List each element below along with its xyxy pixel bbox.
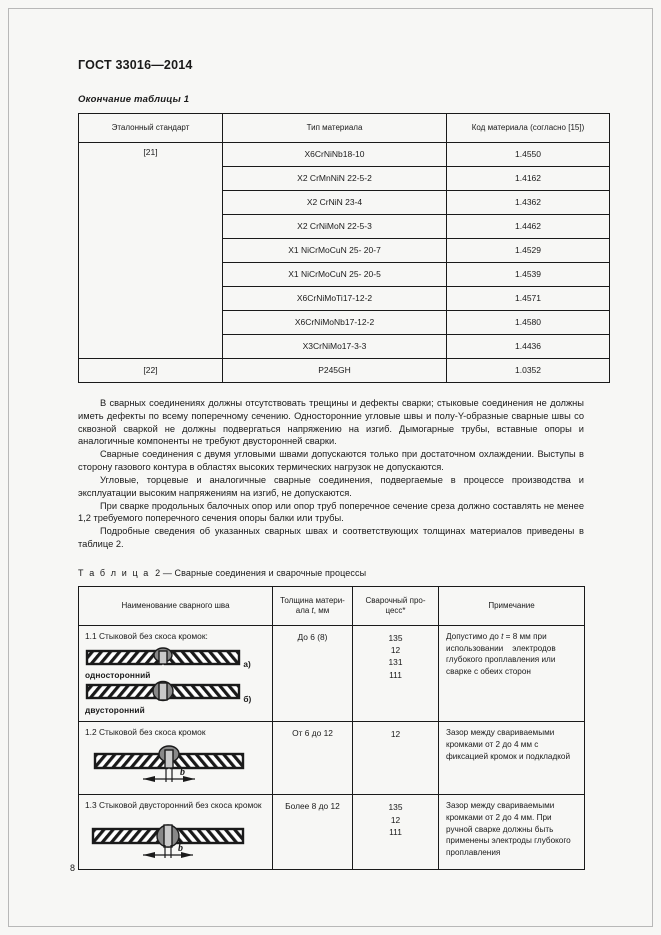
table2-col-process (353, 586, 439, 625)
weld-name-label: 1.3 Стыковой двусторонний без скоса кромок (85, 800, 262, 811)
process-code: 12 (390, 645, 401, 656)
table1-material-cell: P245GH (223, 359, 447, 383)
table1-caption: Окончание таблицы 1 (78, 94, 190, 105)
table1-material-cell: X6CrNiNb18-10 (223, 143, 447, 167)
weld-diagrams (85, 814, 266, 864)
note-text: Допустимо до t = 8 мм при использовании электродов глубокого проплавления или сварке с обеих сторон (446, 631, 556, 676)
process-code: 131 (388, 657, 403, 668)
table1-material-cell: X6CrNiMoTi17-12-2 (223, 287, 447, 311)
table-row (79, 625, 585, 722)
table2-col-note: Примечание (439, 586, 585, 625)
table2-col-name: Наименование сварного шва (79, 586, 273, 625)
paragraph: Сварные соединения с двумя угловыми швами допускаются только при достаточном охлаждении. Выступы в сторону газового контура в областях высоких термических нагрузок не допускаются. (78, 449, 584, 473)
table2-thickness-cell: Более 8 до 12 (273, 795, 353, 870)
weld-name-label: 1.2 Стыковой без скоса кромок (85, 727, 206, 738)
table1-code-cell: 1.4550 (447, 143, 610, 167)
table2-caption-number: 2 (155, 567, 161, 578)
table1-col-material: Тип материала (223, 114, 447, 143)
table2-body (79, 625, 585, 870)
weld-diagram-b (85, 694, 251, 715)
table-row (79, 143, 610, 167)
table1-material-cell: X1 NiCrMoCuN 25- 20-7 (223, 239, 447, 263)
table2-col-thickness (273, 586, 353, 625)
table-1 (78, 113, 610, 383)
table1-code-cell: 1.4462 (447, 215, 610, 239)
paragraph: Подробные сведения об указанных сварных швах и соответствующих толщинах материалов приведены в таблице 2. (78, 526, 584, 550)
table2-caption-prefix: Т а б л и ц а (78, 567, 150, 578)
table1-head (79, 114, 610, 143)
table1-header-row (79, 114, 610, 143)
table1-standard-cell: [21] (79, 143, 223, 359)
svg-text:b: b (180, 766, 185, 778)
single-sided-butt-weld-icon (85, 647, 241, 667)
table1-code-cell: 1.4436 (447, 335, 610, 359)
process-code: 111 (389, 826, 402, 837)
butt-weld-with-gap-icon (85, 744, 245, 786)
table2-process-cell (353, 722, 439, 795)
table2-thickness-cell: До 6 (8) (273, 625, 353, 722)
page-number: 8 (70, 863, 76, 873)
table1-col-standard: Эталонный стандарт (79, 114, 223, 143)
table-row (79, 722, 585, 795)
weld-diagram-caption: б) двусторонний (85, 694, 252, 715)
table2-col-process-line2: цесс* (385, 605, 406, 615)
table2-name-cell (79, 625, 273, 722)
table-row (79, 795, 585, 870)
weld-diagram-a (85, 659, 251, 680)
table1-standard-cell: [22] (79, 359, 223, 383)
svg-text:b: b (178, 842, 183, 854)
paragraph: В сварных соединениях должны отсутствовать трещины и дефекты сварки; стыковые соединения не должны иметь дефекты по всему поперечному сечению. Односторонние угловые швы и полу-Y-образные сварные швы со сквозной сваркой не должны подвергаться напряжению на изгиб. Дымогарные трубы, вставные опоры и аналогичные компоненты не требуют двусторонней сварки. (78, 398, 584, 447)
weld-name-label: 1.1 Стыковой без скоса кромок: (85, 630, 208, 641)
table-2 (78, 586, 585, 871)
note-text: Зазор между свариваемыми кромками от 2 до 4 мм с фиксацией кромок и подкладкой (446, 728, 571, 761)
weld-diagram (85, 766, 245, 788)
paragraph: Угловые, торцевые и аналогичные сварные соединения, подвергаемые в процессе производства и эксплуатации высоким напряжениям на изгиб, не допускаются. (78, 474, 584, 498)
weld-diagrams (85, 741, 266, 789)
table1-code-cell: 1.4571 (447, 287, 610, 311)
page-content (78, 58, 584, 870)
paragraph: При сварке продольных балочных опор или опор труб поперечное сечение среза должно составлять не менее 1,2 требуемого поперечного сечения опоры балки или трубы. (78, 500, 584, 524)
table1-code-cell: 1.4162 (447, 167, 610, 191)
table1-code-cell: 1.4580 (447, 311, 610, 335)
table2-name-cell (79, 722, 273, 795)
table1-code-cell: 1.0352 (447, 359, 610, 383)
standard-header: ГОСТ 33016—2014 (78, 58, 193, 72)
table1-col-code: Код материала (согласно [15]) (447, 114, 610, 143)
table2-head (79, 586, 585, 625)
table2-name-cell (79, 795, 273, 870)
table1-material-cell: X2 CrMnNiN 22-5-2 (223, 167, 447, 191)
table-row (79, 359, 610, 383)
table2-caption-text: — Сварные соединения и сварочные процессы (162, 567, 367, 578)
double-butt-weld-with-gap-icon (85, 817, 245, 861)
table1-code-cell: 1.4529 (447, 239, 610, 263)
table1-material-cell: X3CrNiMo17-3-3 (223, 335, 447, 359)
note-text: Зазор между свариваемыми кромками от 2 до 4 мм. При ручной сварке должны быть применены электроды глубокого проплавления (446, 801, 571, 857)
process-code: 12 (390, 814, 401, 825)
process-code: 111 (389, 669, 402, 680)
process-code: 135 (388, 632, 403, 643)
table2-process-cell (353, 795, 439, 870)
weld-diagram-caption: а) односторонний (85, 659, 251, 680)
table2-col-process-line1: Сварочный про- (365, 595, 426, 605)
table2-note-cell (439, 625, 585, 722)
table1-code-cell: 1.4362 (447, 191, 610, 215)
weld-diagrams (85, 644, 266, 715)
table1-code-cell: 1.4539 (447, 263, 610, 287)
table1-material-cell: X2 CrNiMoN 22-5-3 (223, 215, 447, 239)
table1-material-cell: X2 CrNiN 23-4 (223, 191, 447, 215)
process-code: 135 (388, 802, 403, 813)
table2-note-cell (439, 795, 585, 870)
double-sided-butt-weld-icon (85, 680, 241, 702)
table2-note-cell (439, 722, 585, 795)
table1-material-cell: X6CrNiMoNb17-12-2 (223, 311, 447, 335)
table2-thickness-cell: От 6 до 12 (273, 722, 353, 795)
table1-body (79, 143, 610, 383)
table2-header-row (79, 586, 585, 625)
body-text (78, 397, 584, 551)
table2-col-thickness-line1: Толщина матери- (280, 595, 345, 605)
table1-material-cell: X1 NiCrMoCuN 25- 20-5 (223, 263, 447, 287)
table2-caption (78, 568, 584, 578)
weld-diagram (85, 842, 245, 863)
process-code: 12 (390, 729, 401, 740)
table2-process-cell (353, 625, 439, 722)
table2-col-thickness-line2: ала t, мм (295, 605, 330, 615)
